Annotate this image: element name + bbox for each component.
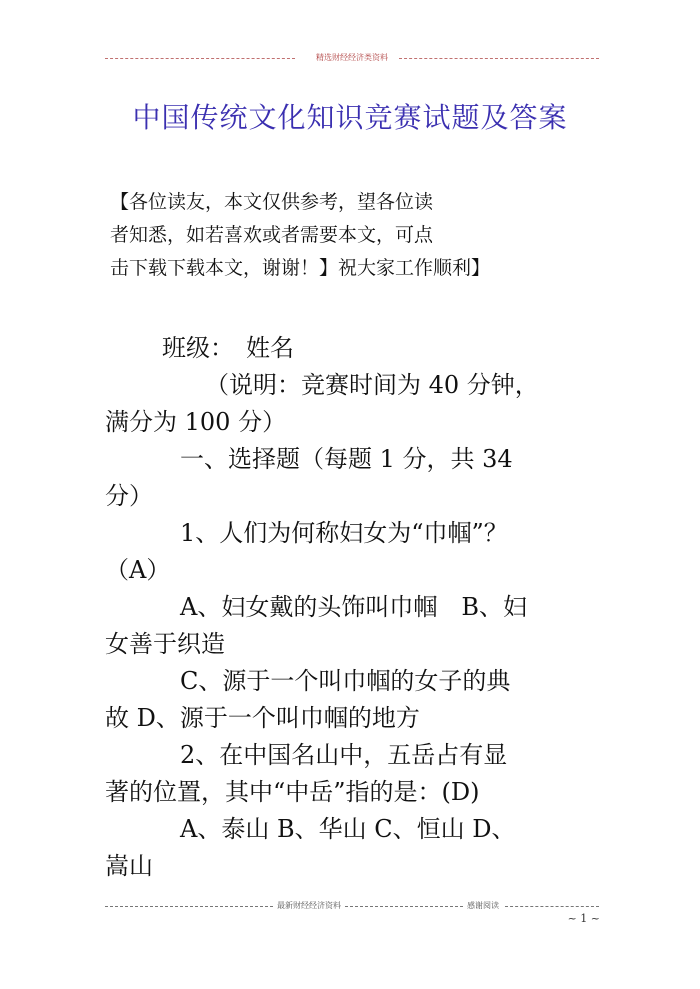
reader-notice	[110, 186, 580, 285]
question-1-options: C、源于一个叫巾帼的女子的典	[180, 667, 511, 695]
question-1-options: 女善于织造	[105, 630, 225, 658]
question-1-answer: （A）	[105, 556, 171, 584]
section-heading: 一、选择题（每题 1 分，共 34	[180, 445, 513, 473]
document-body	[105, 330, 605, 885]
notice-line: 【各位读友，本文仅供参考，望各位读	[110, 191, 434, 213]
question-2-options: A、泰山 B、华山 C、恒山 D、	[180, 815, 516, 843]
footer-text-right: 感谢阅读	[467, 901, 499, 910]
instructions-line: （说明：竞赛时间为 40 分钟，	[205, 371, 539, 399]
header-text: 精选财经经济类资料	[316, 53, 388, 62]
class-name-line: 班级： 姓名	[162, 334, 294, 362]
page-header	[105, 52, 599, 64]
footer-rule	[345, 906, 463, 907]
notice-line: 击下载下载本文，谢谢！】祝大家工作顺利】	[110, 257, 491, 279]
document-title: 中国传统文化知识竞赛试题及答案	[132, 101, 568, 134]
question-2: 2、在中国名山中，五岳占有显	[180, 741, 508, 769]
question-1-options: A、妇女戴的头饰叫巾帼 B、妇	[180, 593, 527, 621]
question-2: 著的位置，其中“中岳”指的是：(D)	[105, 778, 480, 806]
question-1-options: 故 D、源于一个叫巾帼的地方	[105, 704, 420, 732]
section-heading: 分）	[105, 482, 153, 510]
footer-rule	[105, 906, 273, 907]
header-rule-right	[399, 58, 599, 59]
page-number: ~ 1 ~	[567, 912, 600, 925]
instructions-line: 满分为 100 分）	[105, 408, 287, 436]
question-1: 1、人们为何称妇女为“巾帼”？	[180, 519, 508, 547]
footer-text-left: 最新财经经济资料	[277, 901, 341, 910]
notice-line: 者知悉，如若喜欢或者需要本文，可点	[110, 224, 434, 246]
question-2-options: 嵩山	[105, 852, 153, 880]
page-footer	[105, 900, 599, 912]
footer-rule	[505, 906, 599, 907]
